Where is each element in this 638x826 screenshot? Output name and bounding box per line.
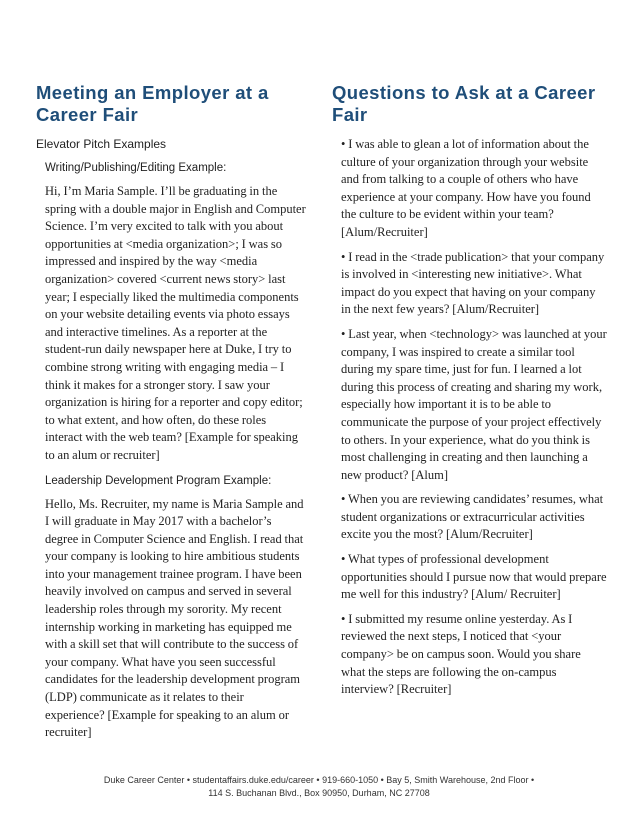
footer-line-address: 114 S. Buchanan Blvd., Box 90950, Durham, NC 27708: [208, 788, 430, 798]
footer-line-contact: Duke Career Center • studentaffairs.duke.edu/career • 919-660-1050 • Bay 5, Smith Warehouse, 2nd Floor •: [103, 775, 535, 785]
question-list: [341, 136, 607, 699]
question-item: • I submitted my resume online yesterday. As I reviewed the next steps, I noticed that <your company> be on campus soon. Would you share what the steps are following the on-campus interview? [Recruiter]: [341, 611, 581, 697]
question-item: • Last year, when <technology> was launched at your company, I was inspired to create a similar tool during my spare time, just for fun. I learned a lot during this process of creating and sharing my work, especially how important it is to be able to communicate the purpose of your project effectively to others. In your experience, what do you think is most challenging in creating and then launching a new product? [Alum]: [341, 326, 607, 482]
question-item: • I read in the <trade publication> that your company is involved in <interesting new initiative>. What impact do you expect that having on your company in the next few years? [Alum/Recruiter]: [341, 249, 605, 317]
question-item: • I was able to glean a lot of information about the culture of your organization through your website and from talking to a couple of others who have experience at your company. How have you found the culture to be evident within your team? [Alum/Recruiter]: [341, 137, 591, 239]
subheading-elevator-pitch: Elevator Pitch Examples: [36, 137, 167, 151]
example-label-writing: Writing/Publishing/Editing Example:: [45, 162, 227, 174]
example-label-leadership: Leadership Development Program Example:: [45, 474, 272, 487]
question-item: • When you are reviewing candidates’ resumes, what student organizations or extracurricular activities excite you the most? [Alum/Recruiter]: [341, 492, 604, 542]
page-footer: [0, 774, 638, 800]
right-column: [332, 82, 607, 706]
example-text-writing: Hi, I’m Maria Sample. I’ll be graduating in the spring with a double major in English and Computer Science. I’m very excited to talk with you about opportunities at <media organization>; I was so impressed and inspired by the way <media organization> covered <current news story> last year; I especially liked the multimedia components on your website detailing events via photo essays and interactive timelines. As a reporter at the student-run daily newspaper here at Duke, I try to combine strong writing with engaging media – I think it makes for a stronger story. I saw your organization is hiring for a reporter and copy editor; to what extent, and how often, do these roles interact with the web team? [Example for speaking to an alum or recruiter]: [45, 184, 306, 462]
section-heading-meeting-employer: Meeting an Employer at a Career Fair: [36, 82, 269, 125]
left-column: [36, 82, 306, 742]
question-item: • What types of professional development opportunities should I pursue now that would prepare me well for this industry? [Alum/ Recruiter]: [341, 552, 607, 602]
example-text-leadership: Hello, Ms. Recruiter, my name is Maria Sample and I will graduate in May 2017 with a bachelor’s degree in Computer Science and English. I read that your company is looking to hire ambitious students into your management trainee program. I have been heavily involved on campus and served in several leadership roles through my sorority. My recent internship working in marketing has equipped me with a skill set that will contribute to the success of your company. What have you seen successful candidates for the leadership development program (LDP) communicate as it relates to their experience? [Example for speaking to an alum or recruiter]: [45, 496, 304, 740]
section-heading-questions: Questions to Ask at a Career Fair: [332, 82, 596, 125]
